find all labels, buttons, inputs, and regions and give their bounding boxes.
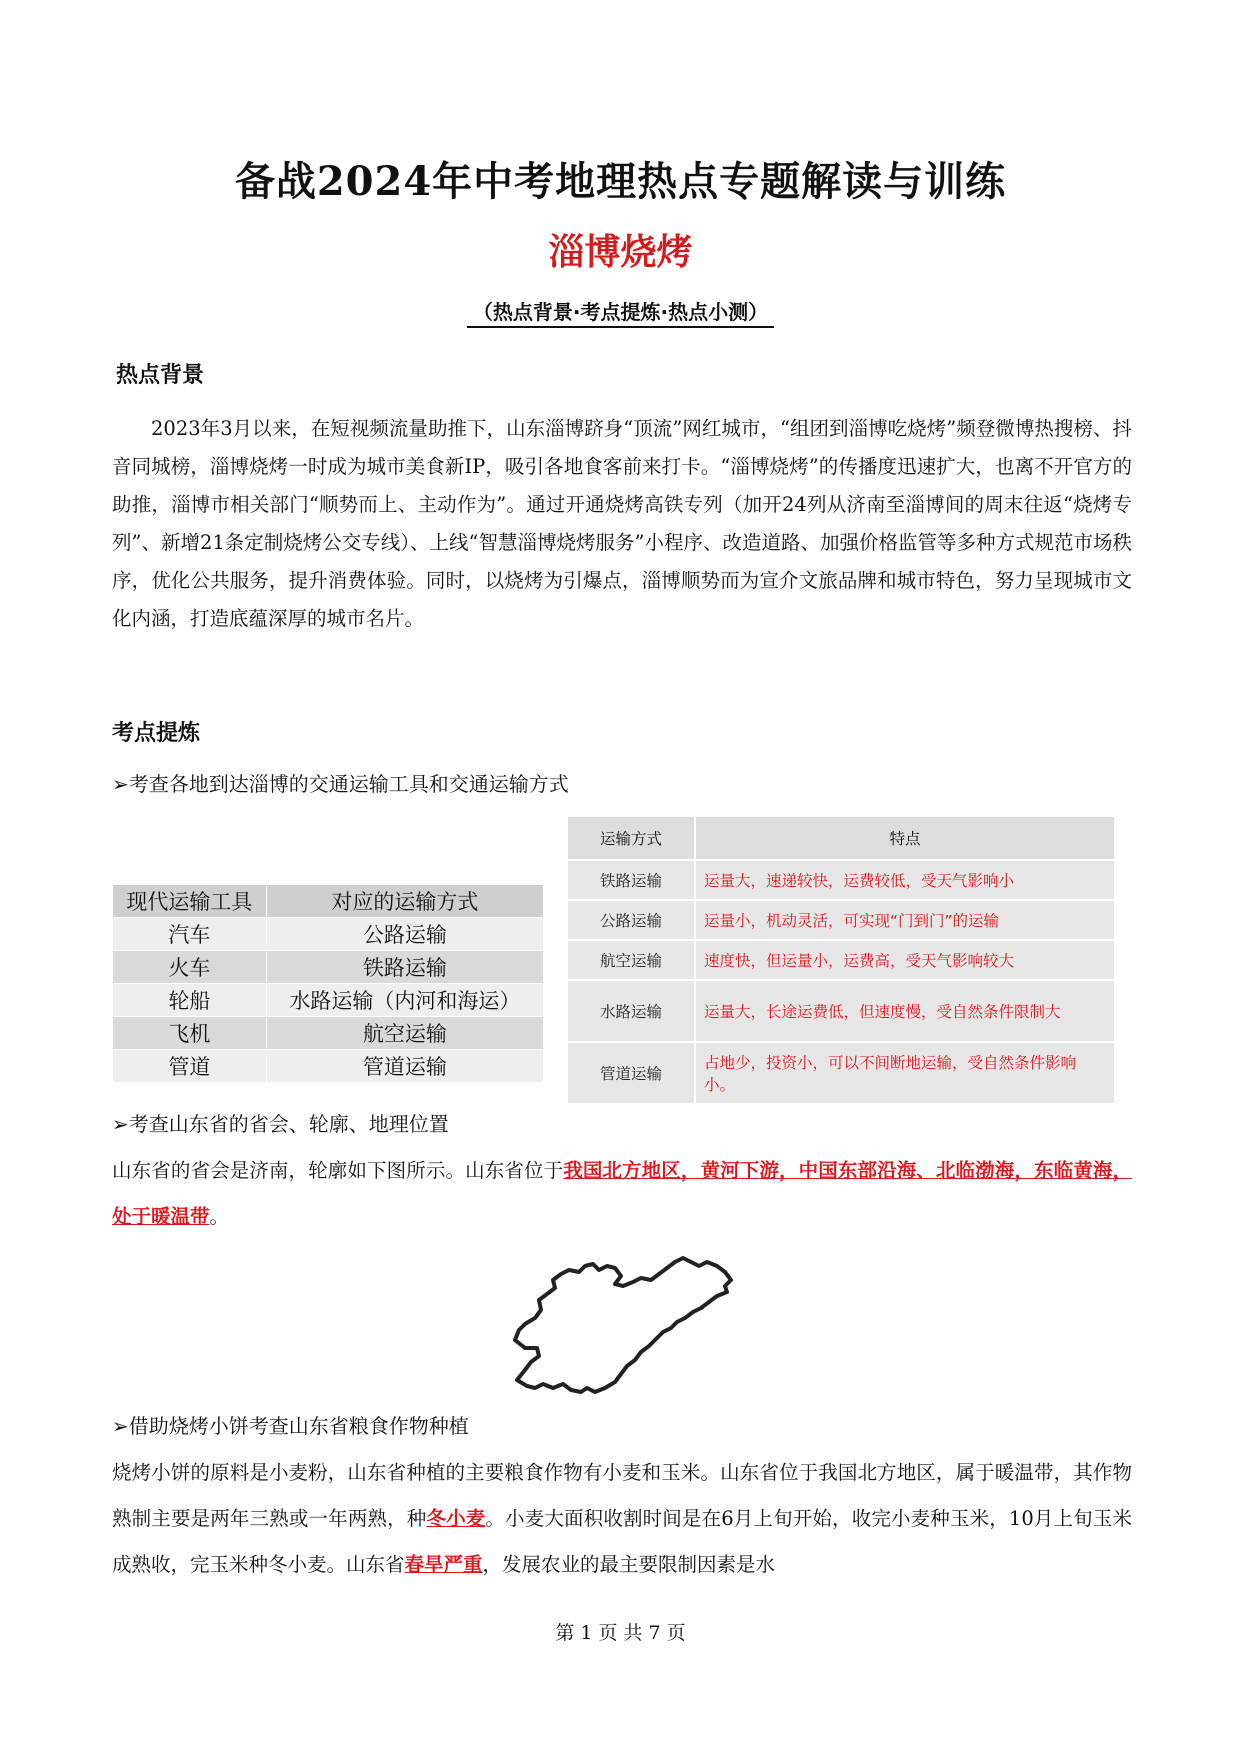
transport-features-table <box>566 815 1116 1105</box>
location-text-post: 。 <box>209 1205 230 1228</box>
crops-highlight-spring-drought: 春旱严重 <box>404 1553 483 1576</box>
section-outline <box>0 296 1241 325</box>
features-table-header: 运输方式 <box>567 816 695 860</box>
transport-feature-cell: 运量小，机动灵活，可实现“门到门”的运输 <box>695 900 1115 940</box>
location-text-pre: 山东省的省会是济南，轮廓如下图所示。山东省位于 <box>112 1159 564 1182</box>
table-row <box>113 951 544 984</box>
table-cell: 管道 <box>113 1050 267 1083</box>
transport-feature-cell: 速度快，但运量小，运费高，受天气影响较大 <box>695 940 1115 980</box>
shandong-outline-map <box>495 1252 745 1402</box>
location-paragraph <box>112 1148 1132 1240</box>
background-paragraph <box>112 410 1132 638</box>
transport-mode-cell: 铁路运输 <box>567 860 695 900</box>
vehicle-table-header: 对应的运输方式 <box>266 885 543 918</box>
table-cell: 航空运输 <box>266 1017 543 1050</box>
transport-mode-cell: 水路运输 <box>567 980 695 1042</box>
table-row <box>567 980 1115 1042</box>
background-text: 2023年3月以来，在短视频流量助推下，山东淄博跻身“顶流”网红城市，“组团到淄博吃烧烤”频登微博热搜榜、抖音同城榜，淄博烧烤一时成为城市美食新IP，吸引各地食客前来打卡。“淄博烧烤”的传播度迅速扩大，也离不开官方的助推，淄博市相关部门“顺势而上、主动作为”。通过开通烧烤高铁专列（加开24列从济南至淄博间的周末往返“烧烤专列”、新增21条定制烧烤公交专线）、上线“智慧淄博烧烤服务”小程序、改造道路、加强价格监管等多种方式规范市场秩序，优化公共服务，提升消费体验。同时，以烧烤为引爆点，淄博顺势而为宣介文旅品牌和城市特色，努力呈现城市文化内涵，打造底蕴深厚的城市名片。 <box>112 417 1132 630</box>
crops-text-c: ，发展农业的最主要限制因素是水 <box>482 1553 776 1576</box>
table-cell: 飞机 <box>113 1017 267 1050</box>
table-row <box>113 1050 544 1083</box>
transport-mode-cell: 公路运输 <box>567 900 695 940</box>
table-cell: 火车 <box>113 951 267 984</box>
location-highlight: 我国北方地区，黄河下游，中国东部沿海、北临渤海，东临黄海，处于暖温带 <box>112 1159 1132 1228</box>
table-row <box>567 900 1115 940</box>
table-row <box>567 940 1115 980</box>
vehicle-table <box>112 884 544 1083</box>
page-footer: 第 1 页 共 7 页 <box>555 1622 686 1644</box>
vehicle-table-header: 现代运输工具 <box>113 885 267 918</box>
table-row <box>113 918 544 951</box>
crops-paragraph <box>112 1450 1132 1588</box>
table-row <box>113 1017 544 1050</box>
section-outline-text: （热点背景·考点提炼·热点小测） <box>467 300 774 328</box>
table-row <box>567 860 1115 900</box>
table-cell: 铁路运输 <box>266 951 543 984</box>
crops-text-a: 烧烤小饼的原料是小麦粉，山东省种植的主要粮食作物有小麦和玉米。山东省位于我国北方地区，属于暖温带，其作物熟制主要是两年三熟或一年两熟，种 <box>112 1461 1132 1530</box>
topic-subtitle: 淄博烧烤 <box>548 232 693 273</box>
table-cell: 管道运输 <box>266 1050 543 1083</box>
bullet-location: ➢考查山东省的省会、轮廓、地理位置 <box>112 1112 449 1136</box>
features-table-header: 特点 <box>695 816 1115 860</box>
table-row <box>113 984 544 1017</box>
shandong-outline-path <box>515 1258 731 1392</box>
transport-feature-cell: 占地少，投资小，可以不间断地运输，受自然条件影响小。 <box>695 1042 1115 1104</box>
transport-mode-cell: 管道运输 <box>567 1042 695 1104</box>
transport-feature-cell: 运量大，速递较快，运费较低，受天气影响小 <box>695 860 1115 900</box>
points-heading: 考点提炼 <box>112 721 201 746</box>
page-title: 备战2024年中考地理热点专题解读与训练 <box>234 158 1007 205</box>
table-cell: 汽车 <box>113 918 267 951</box>
table-row <box>567 1042 1115 1104</box>
table-cell: 轮船 <box>113 984 267 1017</box>
background-heading: 热点背景 <box>116 363 205 388</box>
transport-feature-cell: 运量大，长途运费低，但速度慢，受自然条件限制大 <box>695 980 1115 1042</box>
bullet-transport: ➢考查各地到达淄博的交通运输工具和交通运输方式 <box>112 772 569 796</box>
crops-highlight-winter-wheat: 冬小麦 <box>426 1507 486 1530</box>
crops-text-b: 。小麦大面积收割时间是在6月上旬开始，收完小麦种玉米，10月上旬玉米成熟收，完玉米种冬小麦。山东省 <box>112 1507 1132 1576</box>
bullet-crops: ➢借助烧烤小饼考查山东省粮食作物种植 <box>112 1414 469 1438</box>
table-cell: 水路运输（内河和海运） <box>266 984 543 1017</box>
table-cell: 公路运输 <box>266 918 543 951</box>
transport-mode-cell: 航空运输 <box>567 940 695 980</box>
